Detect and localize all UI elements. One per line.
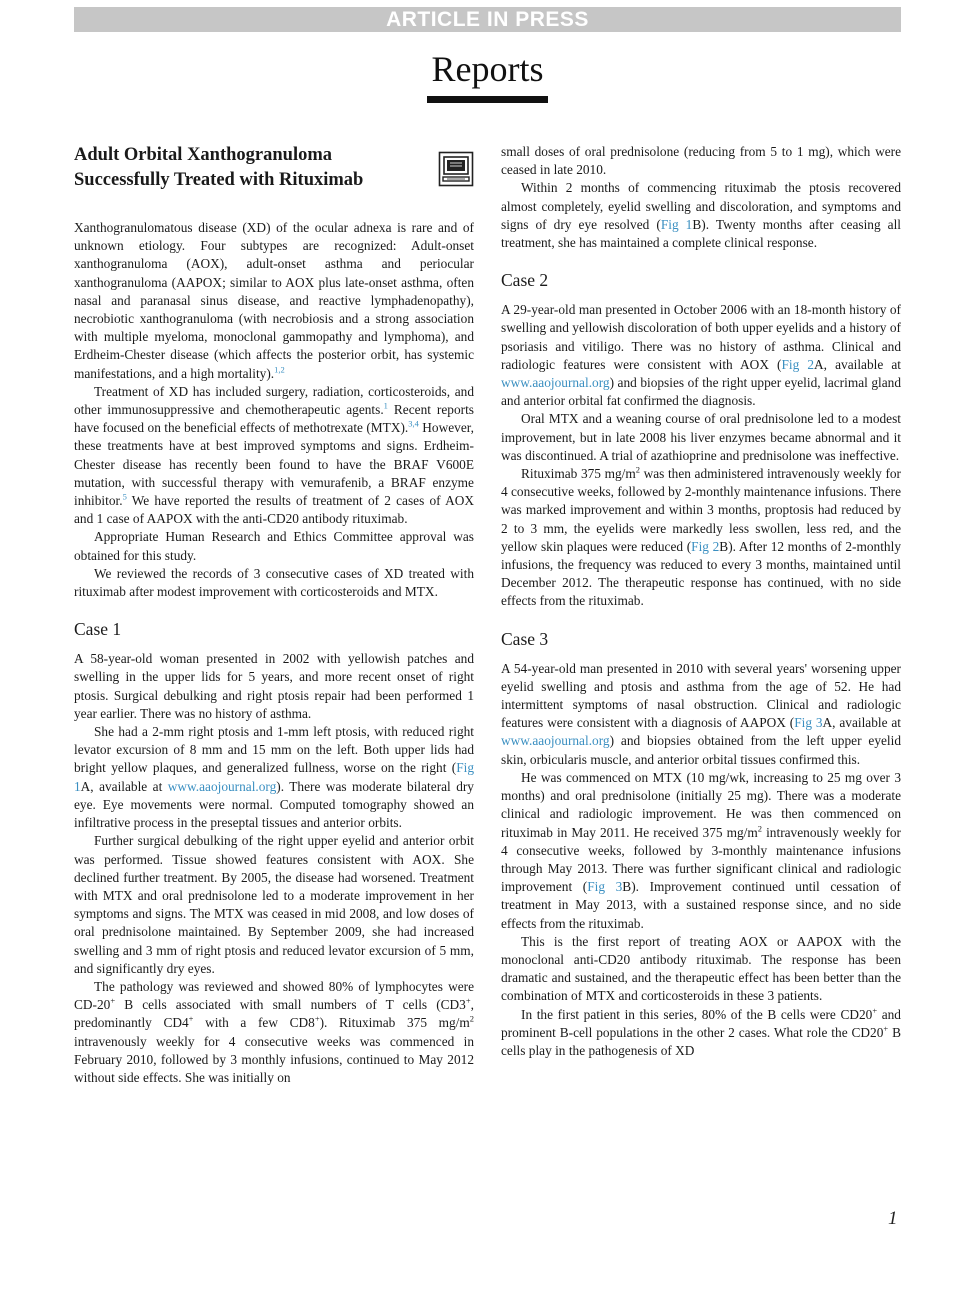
reference-link[interactable]: 5 [122,491,127,502]
ethics-paragraph: Appropriate Human Research and Ethics Committee approval was obtained for this study. [74,529,474,563]
article-title: Adult Orbital Xanthogranuloma Successfully Treated with Rituximab [74,145,364,190]
methods-paragraph: We reviewed the records of 3 consecutive cases of XD treated with rituximab after modest improvement with corticosteroids and MTX. [74,565,474,600]
case-1-paragraph: She had a 2-mm right ptosis and 1-mm left ptosis, with reduced right levator excursion of 8 mm and 15 mm on the left. Both upper lids had bright yellow plaques, and generalized fullness, worse on the right (Fig 1A, available at www.aaojournal.org). There was moderate bilateral dry eye. Eye movements were normal. Computed tomography showed an infiltrative process in the preseptal tissues and anterior orbits. [74,724,474,831]
case-2-paragraph: Oral MTX and a weaning course of oral prednisolone led to a modest improvement, but in late 2008 his liver enzymes became abnormal and it was discontinued. A trial of azathioprine and prednisolone was ineffective. [501,411,901,463]
case-2-heading: Case 2 [501,270,549,291]
figure-link[interactable]: Fig 3 [794,715,823,731]
case-1-continuation: small doses of oral prednisolone (reducing from 5 to 1 mg), which were ceased in late 2010. [501,144,901,178]
discussion-paragraph: This is the first report of treating AOX or AAPOX with the monoclonal anti-CD20 antibody rituximab. The response has been dramatic and sustained, and the therapeutic effect has been better than the combination of MTX and corticosteroids in these 3 patients. [501,933,901,1004]
journal-link[interactable]: www.aaojournal.org [501,733,610,749]
case-3-heading: Case 3 [501,628,549,649]
figure-link[interactable]: Fig 2 [781,356,815,372]
intro-paragraph: Xanthogranulomatous disease (XD) of the ocular adnexa is rare and of unknown etiology. Four subtypes are recognized: Adult-onset xanthogranuloma (AOX), adult-onset asthma and periocular xanthogranuloma (AAPOX; similar to AOX plus late-onset asthma, often nasal and paranasal sinus disease, and reactive lymphadenopathy), necrobiotic xanthogranuloma (with necrobiosis and a strong association with multiple myeloma, monoclonal gammopathy and lymphoma), and Erdheim-Chester disease (which affects the posterior orbit, has systemic manifestations, and a high mortality).$^{1,2}$ [74,220,474,381]
article-in-press-banner: ARTICLE IN PRESS [74,7,901,32]
case-3-paragraph: A 54-year-old man presented in 2010 with several years' worsening upper eyelid swelling and ptosis and asthma from the age of 52. He had intermittent symptoms of nasal obstruction. Clinical and radiologic features were consistent with a diagnosis of AAPOX (Fig 3A, available at www.aaojournal.org) and biopsies obtained from the left upper eyelid skin, orbicularis muscle, and anterior orbital tissues confirmed this. [501,660,901,767]
case-2-paragraph: Rituximab 375 $mg/m^2$ was then administered intravenously weekly for 4 consecutive weeks, followed by 2-monthly maintenance infusions. There was marked improvement and within 3 months, proptosis had reduced by 2 to 3 mm, the eyelids were markedly less swollen, less red, and the yellow skin plaques were reduced (Fig 2B). After 12 months of 2-monthly infusions, the frequency was reduced to every 3 months, maintained until December 2012. The therapeutic response has continued, with no side effects from the rituximab. [501,464,901,609]
case-1-paragraph: A 58-year-old woman presented in 2002 with yellowish patches and swelling in the upper lids for 5 years, and more recent onset of right ptosis. Surgical debulking and right ptosis repair had been performed 1 year earlier. There was no history of asthma. [74,651,474,721]
case-3-paragraph: He was commenced on MTX (10 mg/wk, increasing to 25 mg over 3 months) and oral prednisolone (initially 25 mg). There was a moderate clinical and radiologic improvement. He was then commenced on rituximab in May 2011. He received 375 $mg/m^2$ intravenously weekly for 4 consecutive weeks, followed by 3-monthly maintenance infusions through May 2013. There was further significant clinical and radiologic improvement (Fig 3B). Improvement continued until cessation of treatment in May 2013, with a sustained response since, and no side effects from the rituximab. [501,769,902,931]
case-1-outcome-paragraph: Within 2 months of commencing rituximab the ptosis recovered almost completely, eyelid swelling and discoloration, and symptoms and signs of dry eye resolved (Fig 1B). Twenty months after ceasing all treatment, she has maintained a complete clinical response. [501,180,902,251]
reference-link[interactable]: 1 [383,400,388,411]
article-title-block [74,143,474,193]
journal-link[interactable]: www.aaojournal.org [501,375,610,391]
figure-link[interactable]: Fig 1 [660,216,693,232]
discussion-paragraph: In the first patient in this series, 80% of the B cells were CD20+ and prominent B-cell populations in the other 2 cases. What role the CD20+ B cells play in the pathogenesis of XD [501,1005,901,1058]
reference-link[interactable]: 3,4 [408,418,419,429]
figure-link[interactable]: Fig 3 [587,879,623,895]
section-title: Reports [431,49,544,89]
reference-link[interactable]: 1,2 [274,364,285,375]
journal-link[interactable]: www.aaojournal.org [167,778,277,794]
figure-link[interactable]: Fig 2 [691,538,720,554]
case-1-paragraph: The pathology was reviewed and showed 80% of lymphocytes were CD-20+ B cells associated with small numbers of T cells (CD3+, predominantly CD4+ with a few CD8+). Rituximab 375 $mg/m^2$ intravenously weekly for 4 consecutive weeks was commenced in February 2010, followed by 3 monthly infusions, continued to May 2012 without side effects. She was initially on [74,978,475,1085]
case-1-paragraph: Further surgical debulking of the right upper eyelid and anterior orbit was performed. Tissue showed features consistent with AOX. She declined further treatment. By 2005, the disease had worsened. Treatment with MTX and oral prednisolone led to a moderate improvement in her symptoms and signs. The MTX was ceased in mid 2008, and low doses of oral prednisolone maintained. By September 2009, she had increased swelling and 3 mm of right ptosis and reduced levator excursion of 5 mm, and significantly dry eyes. [74,833,474,976]
case-1-heading: Case 1 [74,619,122,640]
section-title-underline [427,96,548,103]
computer-monitor-icon[interactable] [438,151,474,187]
figure-link[interactable]: Fig 1 [74,760,474,794]
case-2-paragraph: A 29-year-old man presented in October 2006 with an 18-month history of swelling and yellowish discoloration of both upper eyelids and a history of psoriasis and vitiligo. There was no history of asthma. Clinical and radiologic features were consistent with AOX (Fig 2A, available at www.aaojournal.org) and biopsies of the right upper eyelid, lacrimal gland and anterior orbital fat confirmed the diagnosis. [501,302,901,409]
page-number: 1 [888,1208,898,1229]
left-column [74,143,474,1087]
treatment-paragraph: Treatment of XD has included surgery, radiation, corticosteroids, and other immunosuppressive and chemotherapeutic agents.$^1$ Recent reports have focused on the beneficial effects of methotrexate (MTX).$^{3,4}$ However, these treatments have at best improved symptoms and signs. Erdheim-Chester disease has recently been found to have the BRAF V600E mutation, with successful therapy with vemurafenib, a BRAF enzyme inhibitor.$^5$ We have reported the results of treatment of 2 cases of AOX and 1 case of AAPOX with the anti-CD20 antibody rituximab. [74,383,475,527]
right-column [501,143,901,1060]
